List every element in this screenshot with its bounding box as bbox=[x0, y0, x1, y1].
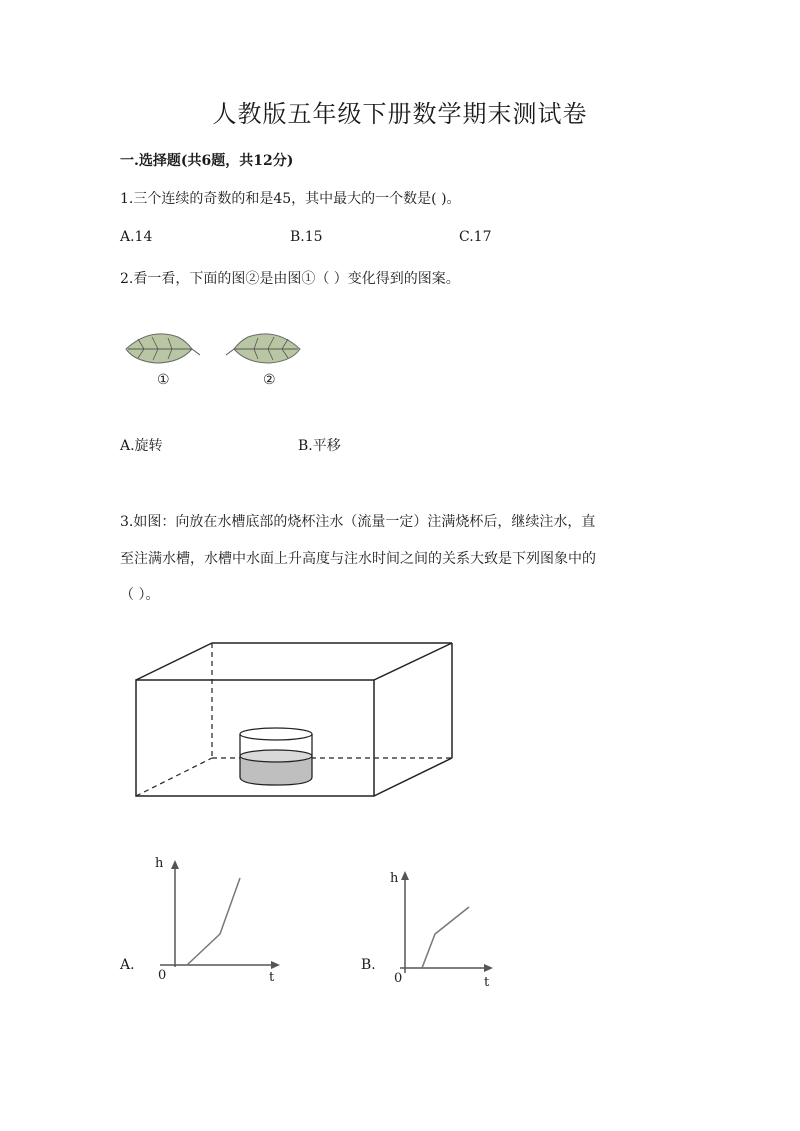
question-3-line-2: 至注满水槽，水槽中水面上升高度与注水时间之间的关系大致是下列图象中的 bbox=[120, 551, 596, 567]
section-heading: 一.选择题(共6题，共12分) bbox=[120, 153, 294, 169]
leaf-figure bbox=[120, 325, 320, 395]
page-title: 人教版五年级下册数学期末测试卷 bbox=[212, 100, 588, 128]
q1-option-c[interactable]: C.17 bbox=[459, 229, 492, 245]
question-1-text: 1.三个连续的奇数的和是45，其中最大的一个数是( )。 bbox=[120, 191, 461, 207]
graph-b bbox=[385, 865, 505, 990]
q2-option-a[interactable]: A.旋转 bbox=[120, 438, 163, 454]
q1-option-a[interactable]: A.14 bbox=[120, 229, 153, 245]
graph-a-x-label: t bbox=[269, 970, 275, 985]
q1-option-b[interactable]: B.15 bbox=[290, 229, 323, 245]
graph-b-x-label: t bbox=[484, 975, 490, 990]
graph-a-y-label: h bbox=[155, 856, 164, 871]
water-tank-diagram bbox=[120, 630, 460, 805]
leaf-1-icon bbox=[126, 334, 200, 363]
leaf-2-icon bbox=[226, 334, 300, 363]
q3-option-a-label[interactable]: A. bbox=[120, 957, 135, 973]
question-3-line-3: （ ）。 bbox=[120, 587, 160, 603]
q2-option-b[interactable]: B.平移 bbox=[298, 438, 341, 454]
graph-a bbox=[150, 855, 290, 985]
question-2-text: 2.看一看，下面的图②是由图①（ ）变化得到的图案。 bbox=[120, 271, 460, 287]
graph-a-origin: 0 bbox=[158, 968, 167, 983]
beaker-icon bbox=[240, 726, 312, 785]
graph-b-origin: 0 bbox=[394, 971, 403, 986]
graph-b-y-label: h bbox=[390, 871, 399, 886]
leaf-1-label: ① bbox=[157, 372, 170, 388]
q3-option-b-label[interactable]: B. bbox=[361, 957, 376, 973]
question-3-line-1: 3.如图：向放在水槽底部的烧杯注水（流量一定）注满烧杯后，继续注水，直 bbox=[120, 514, 596, 530]
leaf-2-label: ② bbox=[263, 372, 276, 388]
